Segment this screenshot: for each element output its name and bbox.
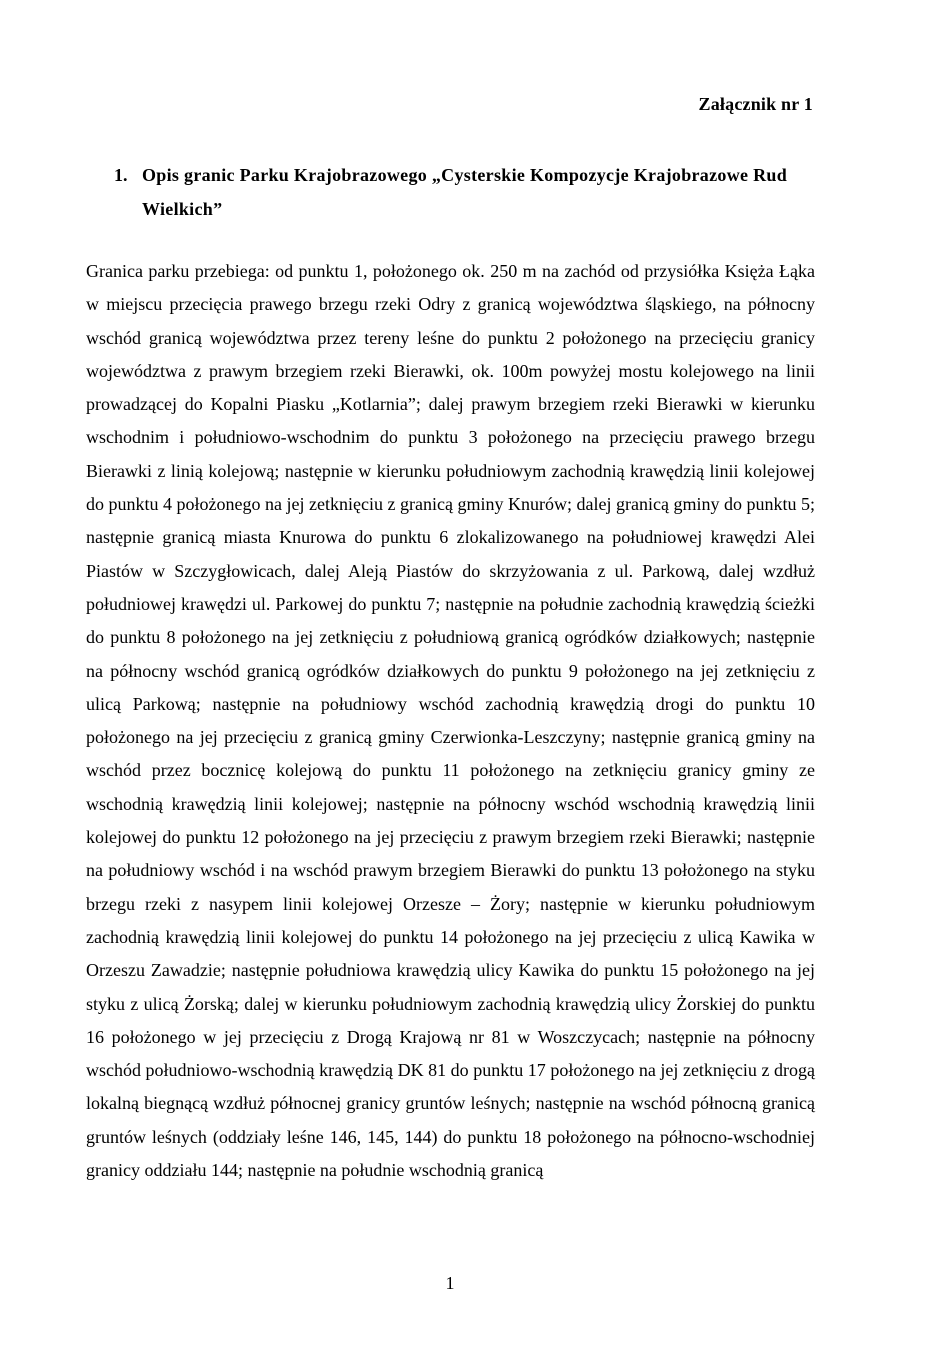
page-number: 1 [445, 1273, 455, 1293]
section-heading [114, 158, 814, 226]
attachment-label: Załącznik nr 1 [698, 94, 813, 114]
section-title: Opis granic Parku Krajobrazowego „Cysterskie Kompozycje Krajobrazowe Rud Wielkich” [142, 165, 788, 219]
boundary-description-paragraph: Granica parku przebiega: od punktu 1, położonego ok. 250 m na zachód od przysiółka Księża Łąka w miejscu przecięcia prawego brzegu rzeki Odry z granicą województwa śląskiego, na północny wschód granicą województwa przez tereny leśne do punktu 2 położonego na przecięciu granicy województwa z prawym brzegiem rzeki Bierawki, ok. 100m powyżej mostu kolejowego na linii prowadzącej do Kopalni Piasku „Kotlarnia”; dalej prawym brzegiem rzeki Bierawki w kierunku wschodnim i południowo-wschodnim do punktu 3 położonego na przecięciu prawego brzegu Bierawki z linią kolejową; następnie w kierunku południowym zachodnią krawędzią linii kolejowej do punktu 4 położonego na jej zetknięciu z granicą gminy Knurów; dalej granicą gminy do punktu 5; następnie granicą miasta Knurowa do punktu 6 zlokalizowanego na południowej krawędzi Alei Piastów w Szczygłowicach, dalej Aleją Piastów do skrzyżowania z ul. Parkową, dalej wzdłuż południowej krawędzi ul. Parkowej do punktu 7; następnie na południe zachodnią krawędzią ścieżki do punktu 8 położonego na jej zetknięciu z południową granicą ogródków działkowych; następnie na północny wschód granicą ogródków działkowych do punktu 9 położonego na jej zetknięciu z ulicą Parkową; następnie na południowy wschód zachodnią krawędzią drogi do punktu 10 położonego na jej przecięciu z granicą gminy Czerwionka-Leszczyny; następnie granicą gminy na wschód przez bocznicę kolejową do punktu 11 położonego na zetknięciu granicy gminy ze wschodnią krawędzią linii kolejowej; następnie na północny wschód wschodnią krawędzią linii kolejowej do punktu 12 położonego na jej przecięciu z prawym brzegiem rzeki Bierawki; następnie na południowy wschód i na wschód prawym brzegiem Bierawki do punktu 13 położonego na styku brzegu rzeki z nasypem linii kolejowej Orzesze – Żory; następnie w kierunku południowym zachodnią krawędzią linii kolejowej do punktu 14 położonego na jej przecięciu z ulicą Kawika w Orzeszu Zawadzie; następnie południowa krawędzią ulicy Kawika do punktu 15 położonego na jej styku z ulicą Żorską; dalej w kierunku południowym zachodnią krawędzią ulicy Żorskiej do punktu 16 położonego w jej przecięciu z Drogą Krajową nr 81 w Woszczycach; następnie na północny wschód południowo-wschodnią krawędzią DK 81 do punktu 17 położonego na jej zetknięciu z drogą lokalną biegnącą wzdłuż północnej granicy gruntów leśnych; następnie na wschód północną granicą gruntów leśnych (oddziały leśne 146, 145, 144) do punktu 18 położonego na północno-wschodniej granicy oddziału 144; następnie na południe wschodnią granicą [86, 261, 815, 1181]
section-number: 1. [114, 165, 128, 185]
